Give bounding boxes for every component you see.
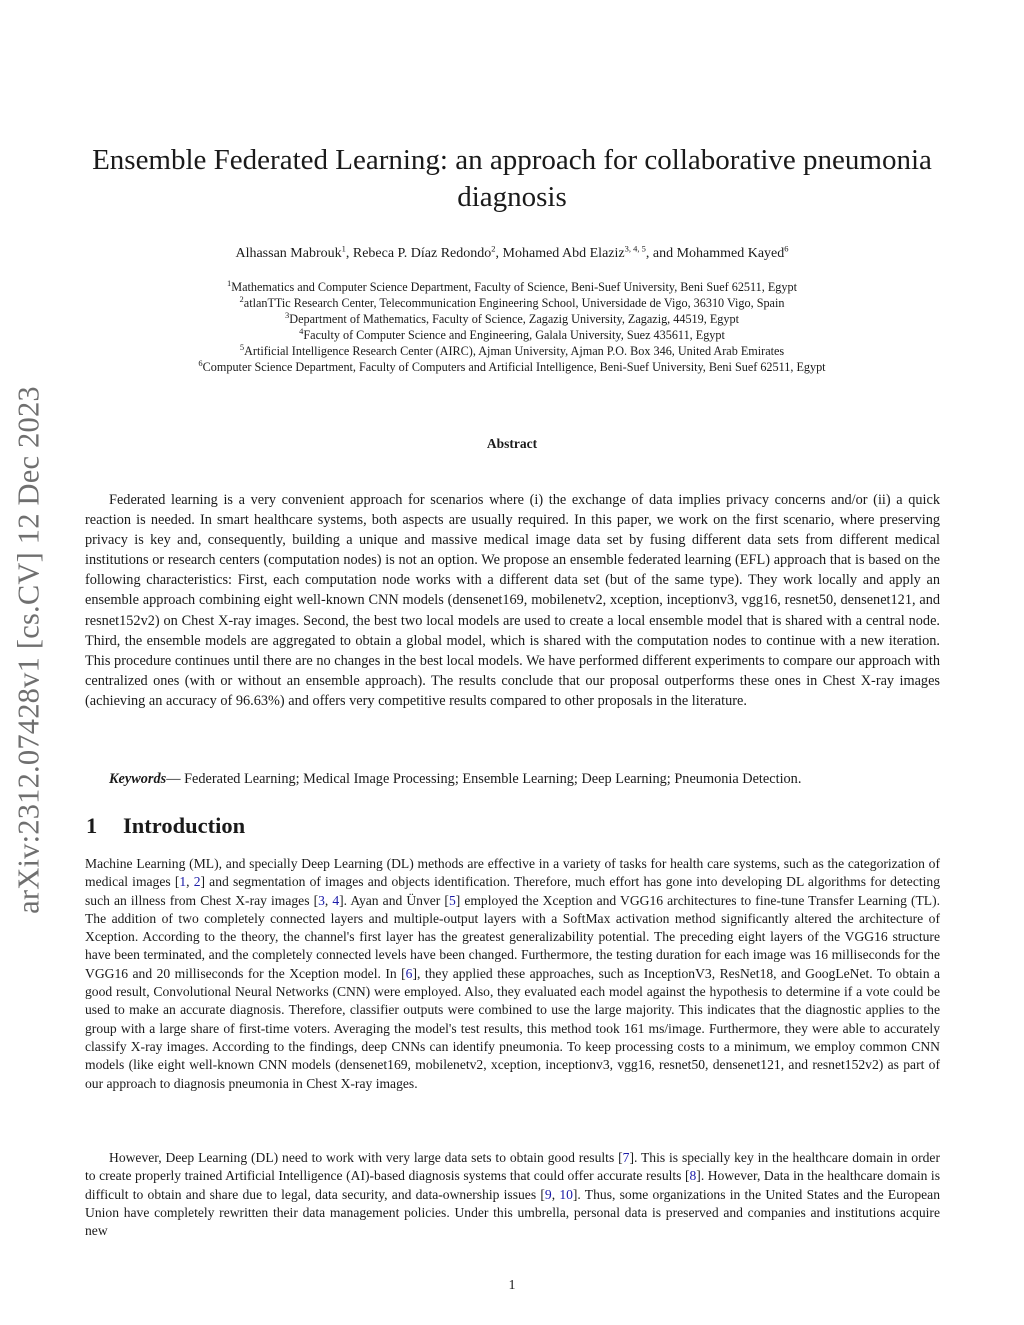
page-number: 1 bbox=[508, 1278, 516, 1293]
paragraph-text: However, Deep Learning (DL) need to work with very large data sets to obtain good results [ bbox=[109, 1150, 623, 1165]
author-name: Alhassan Mabrouk bbox=[235, 246, 342, 261]
citation-link[interactable]: 3 bbox=[318, 892, 325, 908]
keywords-text: — Federated Learning; Medical Image Processing; Ensemble Learning; Deep Learning; Pneumonia Detection. bbox=[166, 771, 802, 787]
keywords-label: Keywords bbox=[109, 771, 167, 787]
section-number: 1 bbox=[86, 813, 98, 838]
citation-link[interactable]: 7 bbox=[622, 1150, 630, 1165]
citation-link[interactable]: 9 bbox=[544, 1186, 552, 1202]
affiliation-text: Faculty of Computer Science and Engineering, Galala University, Suez 435611, Egypt bbox=[303, 328, 725, 342]
affiliation-line bbox=[60, 359, 964, 375]
affiliation-marker: 3 bbox=[285, 309, 290, 320]
paragraph-text: ]. Thus, some organizations in the United States and the European Union have completely rewritten their data management policies. Under this umbrella, personal data is preserved and companies and institutions acquire new bbox=[85, 1186, 941, 1239]
author-separator: , bbox=[345, 246, 353, 261]
citation-link[interactable]: 4 bbox=[332, 892, 340, 908]
affiliation-list bbox=[60, 279, 964, 375]
intro-paragraph-1 bbox=[85, 855, 940, 1093]
arxiv-identifier-stamp: arXiv:2312.07428v1 [cs.CV] 12 Dec 2023 bbox=[11, 386, 46, 914]
affiliation-marker: 6 bbox=[198, 357, 203, 368]
paragraph-text: , bbox=[186, 874, 194, 890]
title-line-2: diagnosis bbox=[457, 181, 567, 213]
author-name: Mohamed Abd Elaziz bbox=[502, 246, 625, 261]
affiliation-text: Computer Science Department, Faculty of Computers and Artificial Intelligence, Beni-Suef University, Beni Suef 62511, Egypt bbox=[202, 360, 826, 374]
citation-link[interactable]: 8 bbox=[689, 1168, 697, 1184]
paragraph-text: ]. Ayan and Ünver [ bbox=[339, 892, 449, 908]
section-title: Introduction bbox=[123, 813, 246, 838]
citation-link[interactable]: 5 bbox=[448, 892, 456, 908]
paragraph-text: , bbox=[324, 892, 333, 908]
citation-link[interactable]: 10 bbox=[559, 1186, 573, 1202]
author-affiliation-marker: 1 bbox=[341, 243, 346, 254]
citation-link[interactable]: 1 bbox=[179, 874, 187, 890]
affiliation-text: Department of Mathematics, Faculty of Science, Zagazig University, Zagazig, 44519, Egypt bbox=[289, 312, 739, 326]
paragraph-text: ]. However, Data in the healthcare domain is difficult to obtain and share due to legal, data security, and data-ownership issues [ bbox=[85, 1168, 940, 1202]
author-affiliation-marker: 3, 4, 5 bbox=[624, 243, 646, 254]
abstract-heading: Abstract bbox=[486, 436, 538, 451]
affiliation-marker: 4 bbox=[299, 325, 304, 336]
affiliation-text: atlanTTic Research Center, Telecommunication Engineering School, Universidade de Vigo, 36310 Vigo, Spain bbox=[243, 296, 785, 310]
author-name: Rebeca P. Díaz Redondo bbox=[352, 246, 492, 261]
affiliation-line bbox=[60, 279, 964, 295]
affiliation-line bbox=[60, 327, 964, 343]
affiliation-text: Artificial Intelligence Research Center (AIRC), Ajman University, Ajman P.O. Box 346, United Arab Emirates bbox=[244, 344, 785, 358]
abstract-text: Federated learning is a very convenient approach for scenarios where (i) the exchange of data implies privacy concerns and/or (ii) a quick reaction is needed. In smart healthcare systems, both aspects are usually required. In this paper, we work on the first scenario, where preserving privacy is key and, consequently, building a unique and massive medical image data set by fusing different data sets from different medical institutions or research centers (computation nodes) is not an option. We propose an ensemble federated learning (EFL) approach that is based on the following characteristics: First, each computation node works with a different data set (but of the same type). They work locally and apply an ensemble approach combining eight well-known CNN models (densenet169, mobilenetv2, xception, inceptionv3, vgg16, resnet50, densenet121, and resnet152v2) on Chest X-ray images. Second, the best two local models are used to create a local ensemble model that is shared with a central node. Third, the ensemble models are aggregated to obtain a global model, which is shared with the computation nodes to continue with a new iteration. This procedure continues until there are no changes in the best local models. We have performed different experiments to compare our approach with centralized ones (with or without an ensemble approach). The results conclude that our proposal outperforms these ones in Chest X-ray images (achieving an accuracy of 96.63%) and offers very competitive results compared to other proposals in the literature. bbox=[85, 492, 940, 709]
author-list bbox=[70, 243, 954, 262]
author-separator: , and bbox=[645, 246, 677, 261]
paragraph-text: Machine Learning (ML), and specially Deep Learning (DL) methods are effective in a variety of tasks for health care systems, such as the categorization of medical images [ bbox=[85, 856, 940, 890]
affiliation-marker: 1 bbox=[227, 277, 232, 288]
citation-link[interactable]: 6 bbox=[405, 965, 413, 981]
affiliation-line bbox=[60, 343, 964, 359]
affiliation-marker: 5 bbox=[239, 341, 245, 352]
author-name: Mohammed Kayed bbox=[676, 246, 785, 261]
affiliation-marker: 2 bbox=[239, 293, 244, 304]
author-affiliation-marker: 6 bbox=[784, 243, 789, 254]
paragraph-text: , bbox=[551, 1186, 560, 1202]
affiliation-text: Mathematics and Computer Science Department, Faculty of Science, Beni-Suef University, Beni Suef 62511, Egypt bbox=[231, 280, 797, 294]
paragraph-text: ] employed the Xception and VGG16 architectures to fine-tune Transfer Learning (TL). The addition of two completely connected layers and multiple-output layers with a SoftMax activation method significantly altered the architecture of Xception. According to the theory, the channel's first layer has the greatest generalizability potential. The preceding eight layers of the VGG16 structure have been terminated, and the completely connected levels have been changed. Furthermore, the testing duration for each image was 16 milliseconds for the VGG16 and 20 milliseconds for the Xception model. In [ bbox=[85, 892, 940, 981]
affiliation-line bbox=[60, 295, 964, 311]
affiliation-line bbox=[60, 311, 964, 327]
author-affiliation-marker: 2 bbox=[491, 243, 496, 254]
section-heading-introduction bbox=[86, 813, 245, 839]
paragraph-text: ] and segmentation of images and objects identification. Therefore, much effort has gone into developing DL algorithms for detecting such an illness from Chest X-ray images [ bbox=[85, 874, 941, 908]
title-line-1: Ensemble Federated Learning: an approach for collaborative pneumonia bbox=[92, 144, 932, 176]
keywords-line bbox=[109, 769, 954, 789]
citation-link[interactable]: 2 bbox=[193, 874, 201, 890]
paper-title bbox=[70, 142, 954, 216]
intro-paragraph-2 bbox=[85, 1149, 940, 1240]
author-separator: , bbox=[495, 246, 503, 261]
paragraph-text: ], they applied these approaches, such as InceptionV3, ResNet18, and GoogLeNet. To obtain a good result, Convolutional Neural Networks (CNN) were employed. Also, they evaluated each model against the hypothesis to determine if a vote could be used to make an accurate diagnosis. Therefore, classifier outputs were combined to use the large majority. This indicates that the diagnostic applies to the group with a large share of first-time voters. Averaging the model's test results, this method took 161 ms/image. Furthermore, they were able to accurately classify X-ray images. According to the findings, deep CNNs can identify pneumonia. To keep processing costs to a minimum, we employ common CNN models (like eight well-known CNN models (densenet169, mobilenetv2, xception, inceptionv3, vgg16, resnet50, densenet121, and resnet152v2) as part of our approach to diagnosis pneumonia in Chest X-ray images. bbox=[85, 965, 941, 1091]
paragraph-text: ]. This is specially key in the healthcare domain in order to create properly trained Artificial Intelligence (AI)-based diagnosis systems that could offer accurate results [ bbox=[85, 1150, 940, 1184]
